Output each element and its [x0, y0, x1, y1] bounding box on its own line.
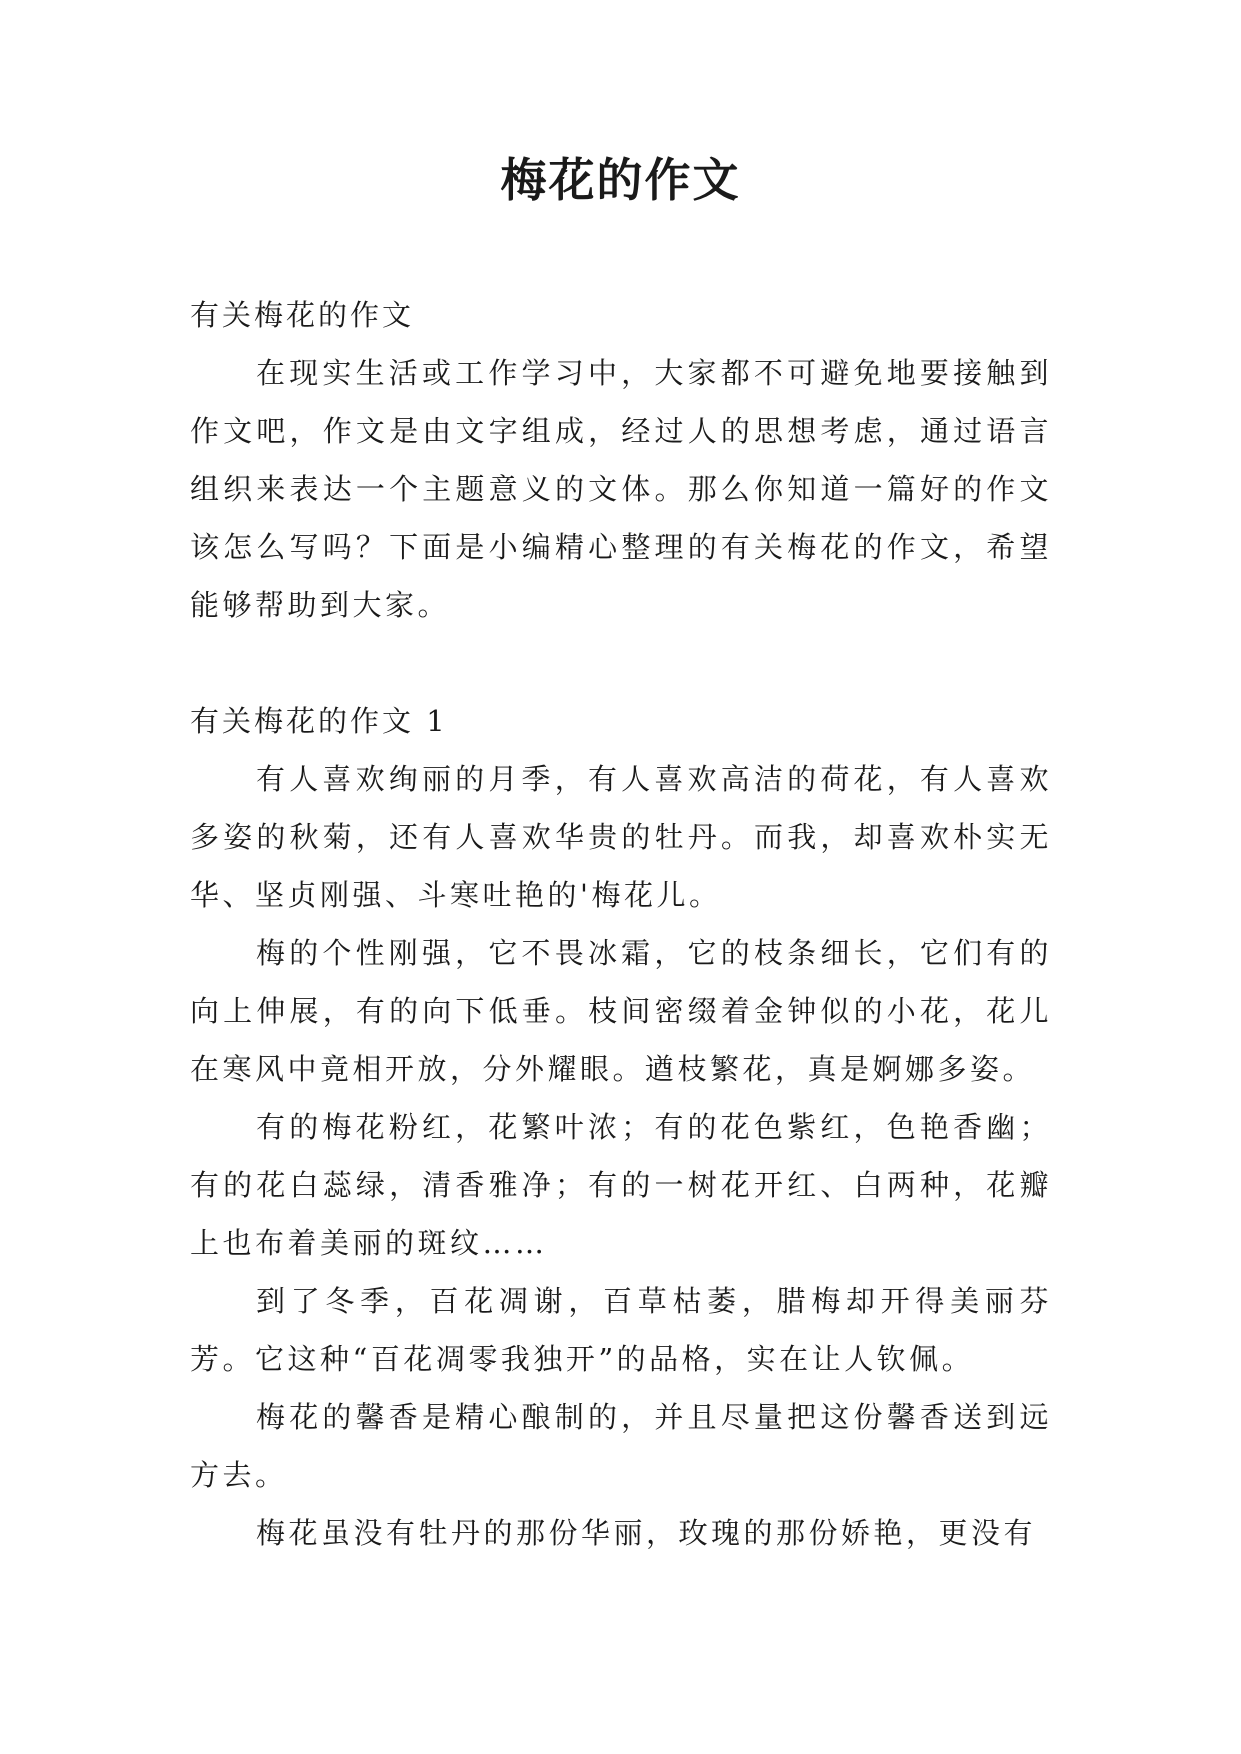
paragraph: 梅的个性刚强，它不畏冰霜，它的枝条细长，它们有的向上伸展，有的向下低垂。枝间密缀着金钟似的小花，花儿在寒风中竟相开放，分外耀眼。遒枝繁花，真是婀娜多姿。	[190, 936, 1052, 1086]
section-spacer	[190, 634, 1052, 692]
paragraph: 梅花的馨香是精心酿制的，并且尽量把这份馨香送到远方去。	[190, 1400, 1052, 1492]
section-heading: 有关梅花的作文 1	[190, 704, 448, 738]
document-title: 梅花的作文	[500, 153, 741, 207]
paragraph: 有的梅花粉红，花繁叶浓；有的花色紫红，色艳香幽；有的花白蕊绿，清香雅净；有的一树花开红、白两种，花瓣上也布着美丽的斑纹……	[190, 1110, 1052, 1260]
paragraph: 到了冬季，百花凋谢，百草枯萎，腊梅却开得美丽芬芳。它这种“百花凋零我独开”的品格，实在让人钦佩。	[190, 1284, 1052, 1376]
document-body	[190, 286, 1052, 1562]
intro-paragraph: 在现实生活或工作学习中，大家都不可避免地要接触到作文吧，作文是由文字组成，经过人的思想考虑，通过语言组织来表达一个主题意义的文体。那么你知道一篇好的作文该怎么写吗？下面是小编精心整理的有关梅花的作文，希望能够帮助到大家。	[190, 356, 1052, 622]
paragraph: 梅花虽没有牡丹的那份华丽，玫瑰的那份娇艳，更没有	[256, 1516, 1037, 1550]
intro-heading: 有关梅花的作文	[190, 298, 415, 332]
paragraph: 有人喜欢绚丽的月季，有人喜欢高洁的荷花，有人喜欢多姿的秋菊，还有人喜欢华贵的牡丹。而我，却喜欢朴实无华、坚贞刚强、斗寒吐艳的'梅花儿。	[190, 762, 1052, 912]
